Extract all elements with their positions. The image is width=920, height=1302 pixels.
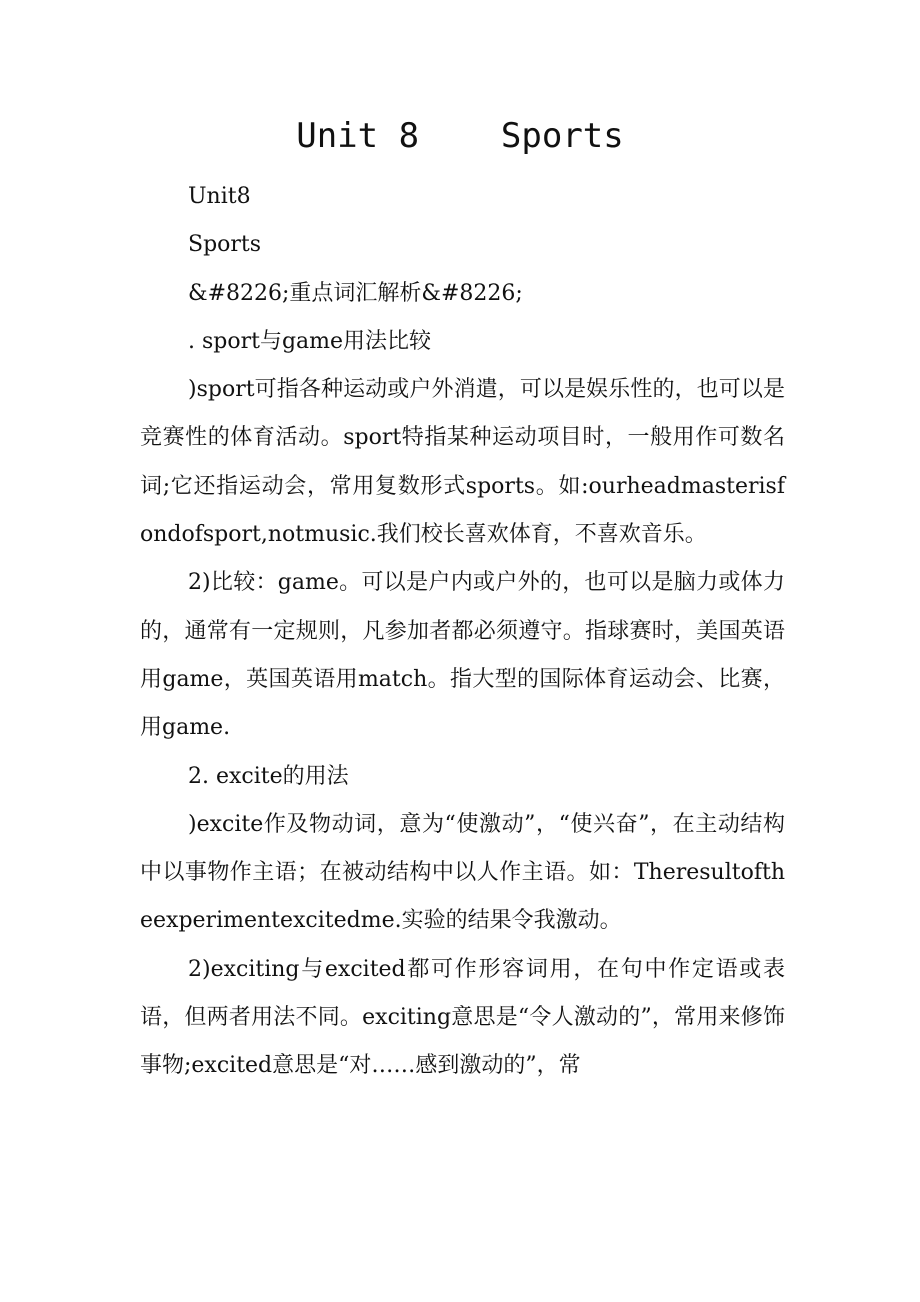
paragraph-section-heading: &#8226;重点词汇解析&#8226; (188, 280, 523, 306)
paragraph-game-comparison: 2)比较：game。可以是户内或户外的，也可以是脑力或体力的，通常有一定规则，凡参加者都必须遵守。指球赛时，美国英语用game，英国英语用match。指大型的国际体育运动会、比赛，用game. (140, 570, 785, 741)
document-body (140, 173, 785, 1091)
paragraph-exciting-excited: 2)exciting与excited都可作形容词用，在句中作定语或表语，但两者用法不同。exciting意思是“令人激动的”，常用来修饰事物;excited意思是“对……感到激动的”，常 (140, 956, 785, 1079)
paragraph-unit-label: Unit8 (188, 184, 251, 209)
paragraph-excite-usage: )excite作及物动词，意为“使激动”，“使兴奋”，在主动结构中以事物作主语；在被动结构中以人作主语。如：Theresultoftheexperimentexcitedme.实验的结果令我激动。 (140, 811, 785, 934)
paragraph-sports-label: Sports (188, 232, 262, 258)
page-title: Unit 8 Sports (296, 116, 624, 156)
paragraph-heading-sport-game: . sport与game用法比较 (188, 328, 432, 354)
paragraph-heading-excite: 2. excite的用法 (188, 763, 349, 789)
paragraph-sport-usage: )sport可指各种运动或户外消遣，可以是娱乐性的，也可以是竞赛性的体育活动。sport特指某种运动项目时，一般用作可数名词;它还指运动会，常用复数形式sports。如:ourheadmasterisfondofsport,notmusic.我们校长喜欢体育，不喜欢音乐。 (140, 377, 785, 548)
